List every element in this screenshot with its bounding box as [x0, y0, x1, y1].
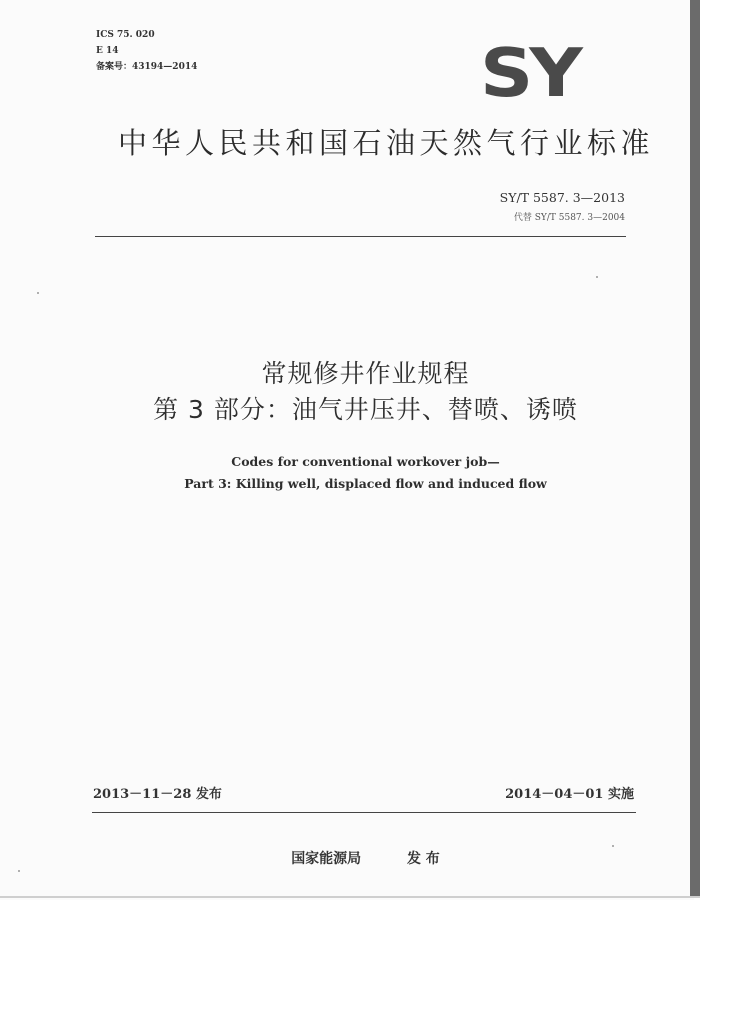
issue-date: 2013－11－28 发布 — [93, 787, 222, 802]
scan-speck — [18, 870, 20, 872]
title-cn-line1: 常规修井作业规程 — [261, 359, 470, 388]
scan-speck — [596, 276, 598, 278]
implementation-date: 2014－04－01 实施 — [505, 787, 634, 802]
scan-speck — [612, 845, 614, 847]
scan-bottom-edge — [0, 896, 700, 898]
footer-rule — [92, 812, 636, 813]
publisher-line — [0, 852, 731, 866]
record-number: 备案号：43194—2014 — [96, 62, 198, 72]
title-en-line1: Codes for conventional workover job— — [231, 454, 500, 469]
scan-edge-shadow — [690, 0, 700, 898]
category-code: E 14 — [96, 46, 119, 56]
title-en-line2: Part 3: Killing well, displaced flow and induced flow — [184, 476, 547, 491]
header-rule — [95, 236, 626, 237]
scan-speck — [37, 292, 39, 294]
replaces-standard: 代替 SY/T 5587. 3—2004 — [513, 213, 625, 223]
sy-logo: SY — [480, 34, 579, 112]
title-cn-line2: 第 3 部分：油气井压井、替喷、诱喷 — [153, 395, 578, 424]
ics-code: ICS 75. 020 — [96, 30, 155, 40]
publisher-action: 发 布 — [406, 851, 440, 867]
publisher-name: 国家能源局 — [291, 851, 362, 867]
standard-number: SY/T 5587. 3—2013 — [499, 190, 625, 205]
standard-category-title: 中华人民共和国石油天然气行业标准 — [118, 126, 655, 160]
